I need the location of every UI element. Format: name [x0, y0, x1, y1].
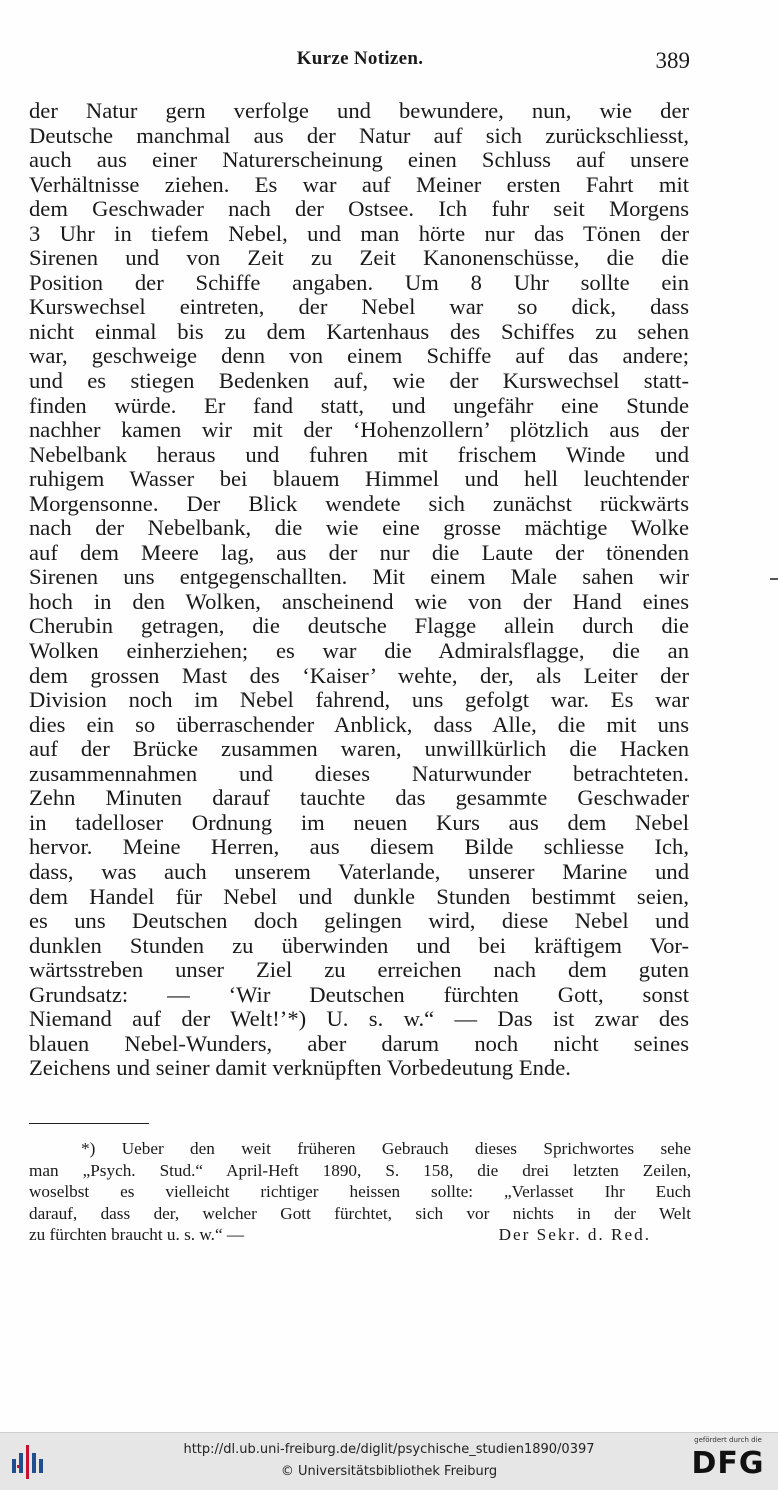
document-url-link[interactable]: http://dl.ub.uni-freiburg.de/diglit/psychische_studien1890/0397 — [183, 1442, 595, 1457]
footnote-line: darauf, dass der, welcher Gott fürchtet, sich vor nichts in der Welt — [29, 1203, 691, 1223]
text-line: finden würde. Er fand statt, und ungefähr eine Stunde — [29, 393, 689, 418]
text-line: 3 Uhr in tiefem Nebel, und man hörte nur das Tönen der — [29, 221, 689, 246]
text-line: dunklen Stunden zu überwinden und bei kräftigem Vor- — [29, 933, 689, 958]
text-line: nachher kamen wir mit der ‘Hohenzollern’ plötzlich aus der — [29, 418, 689, 443]
text-line: war, geschweige denn von einem Schiffe auf das andere; — [29, 344, 689, 369]
text-line: Zeichens und seiner damit verknüpften Vorbedeutung Ende. — [29, 1056, 571, 1081]
running-title: Kurze Notizen. — [296, 48, 424, 69]
text-line: Division noch im Nebel fahrend, uns gefolgt war. Es war — [29, 688, 689, 713]
text-line: nicht einmal bis zu dem Kartenhaus des Schiffes zu sehen — [29, 319, 689, 344]
dfg-logo[interactable]: DFG — [691, 1446, 765, 1481]
text-line: hervor. Meine Herren, aus diesem Bilde schliesse Ich, — [29, 835, 689, 860]
text-line: Sirenen und von Zeit zu Zeit Kanonenschüsse, die die — [29, 246, 689, 271]
text-line: wärtsstreben unser Ziel zu erreichen nach dem guten — [29, 958, 689, 983]
text-line: Zehn Minuten darauf tauchte das gesammte Geschwader — [29, 786, 689, 811]
viewer-footer-bar — [0, 1432, 778, 1490]
text-line: Wolken einherziehen; es war die Admiralsflagge, die an — [29, 639, 689, 664]
text-line: dass, was auch unserem Vaterlande, unserer Marine und — [29, 859, 689, 884]
text-line: nach der Nebelbank, die wie eine grosse mächtige Wolke — [29, 516, 689, 541]
text-line: zusammennahmen und dieses Naturwunder betrachteten. — [29, 761, 689, 786]
text-line: auch aus einer Naturerscheinung einen Schluss auf unsere — [29, 148, 689, 173]
footnote-line: woselbst es vielleicht richtiger heissen sollte: „Verlasset Ihr Euch — [29, 1182, 691, 1201]
footnote — [29, 1138, 691, 1246]
text-line: Position der Schiffe angaben. Um 8 Uhr sollte ein — [29, 270, 689, 295]
footnote-line: man „Psych. Stud.“ April-Heft 1890, S. 158, die drei letzten Zeilen, — [29, 1160, 691, 1180]
text-line: blauen Nebel-Wunders, aber darum noch nicht seines — [29, 1031, 689, 1056]
page-edge-mark — [770, 578, 778, 580]
footnote-signature: Der Sekr. d. Red. — [498, 1225, 651, 1244]
footnote-line: *) Ueber den weit früheren Gebrauch dieses Sprichwortes sehe — [81, 1139, 691, 1158]
text-line: dem Geschwader nach der Ostsee. Ich fuhr seit Morgens — [29, 197, 689, 222]
text-line: auf der Brücke zusammen waren, unwillkürlich die Hacken — [29, 737, 689, 762]
text-line: in tadelloser Ordnung im neuen Kurs aus dem Nebel — [29, 810, 689, 835]
text-line: der Natur gern verfolge und bewundere, nun, wie der — [29, 99, 689, 123]
text-line: auf dem Meere lag, aus der nur die Laute der tönenden — [29, 540, 689, 565]
body-text — [29, 99, 689, 1081]
text-line: Cherubin getragen, die deutsche Flagge allein durch die — [29, 614, 689, 639]
text-line: Niemand auf der Welt!’*) U. s. w.“ — Das ist zwar des — [29, 1007, 689, 1032]
text-line: Kurswechsel eintreten, der Nebel war so dick, dass — [29, 295, 689, 320]
text-line: Verhältnisse ziehen. Es war auf Meiner ersten Fahrt mit — [29, 172, 689, 197]
text-line: dem Handel für Nebel und dunkle Stunden bestimmt seien, — [29, 884, 689, 909]
copyright-text: © Universitätsbibliothek Freiburg — [280, 1464, 498, 1479]
text-line: Grundsatz: — ‘Wir Deutschen fürchten Gott, sonst — [29, 982, 689, 1007]
text-line: dies ein so überraschender Anblick, dass Alle, die mit uns — [29, 712, 689, 737]
footnote-last-line — [29, 1224, 691, 1246]
text-line: Deutsche manchmal aus der Natur auf sich zurückschliesst, — [29, 123, 689, 148]
funder-caption: gefördert durch die — [694, 1436, 762, 1444]
text-line: ruhigem Wasser bei blauem Himmel und hell leuchtender — [29, 467, 689, 492]
page-number: 389 — [655, 48, 690, 73]
footnote-line: zu fürchten braucht u. s. w.“ — — [29, 1225, 245, 1244]
page-header — [30, 48, 690, 78]
text-line: es uns Deutschen doch gelingen wird, diese Nebel und — [29, 909, 689, 934]
text-line: Morgensonne. Der Blick wendete sich zunächst rückwärts — [29, 491, 689, 516]
text-line: Nebelbank heraus und fuhren mit frischem Winde und — [29, 442, 689, 467]
text-line: hoch in den Wolken, anscheinend wie von der Hand eines — [29, 589, 689, 614]
text-line: Sirenen uns entgegenschallten. Mit einem Male sahen wir — [29, 565, 689, 590]
text-line: dem grossen Mast des ‘Kaiser’ wehte, der, als Leiter der — [29, 663, 689, 688]
footnote-rule — [29, 1123, 149, 1124]
text-line: und es stiegen Bedenken auf, wie der Kurswechsel statt- — [29, 369, 689, 394]
